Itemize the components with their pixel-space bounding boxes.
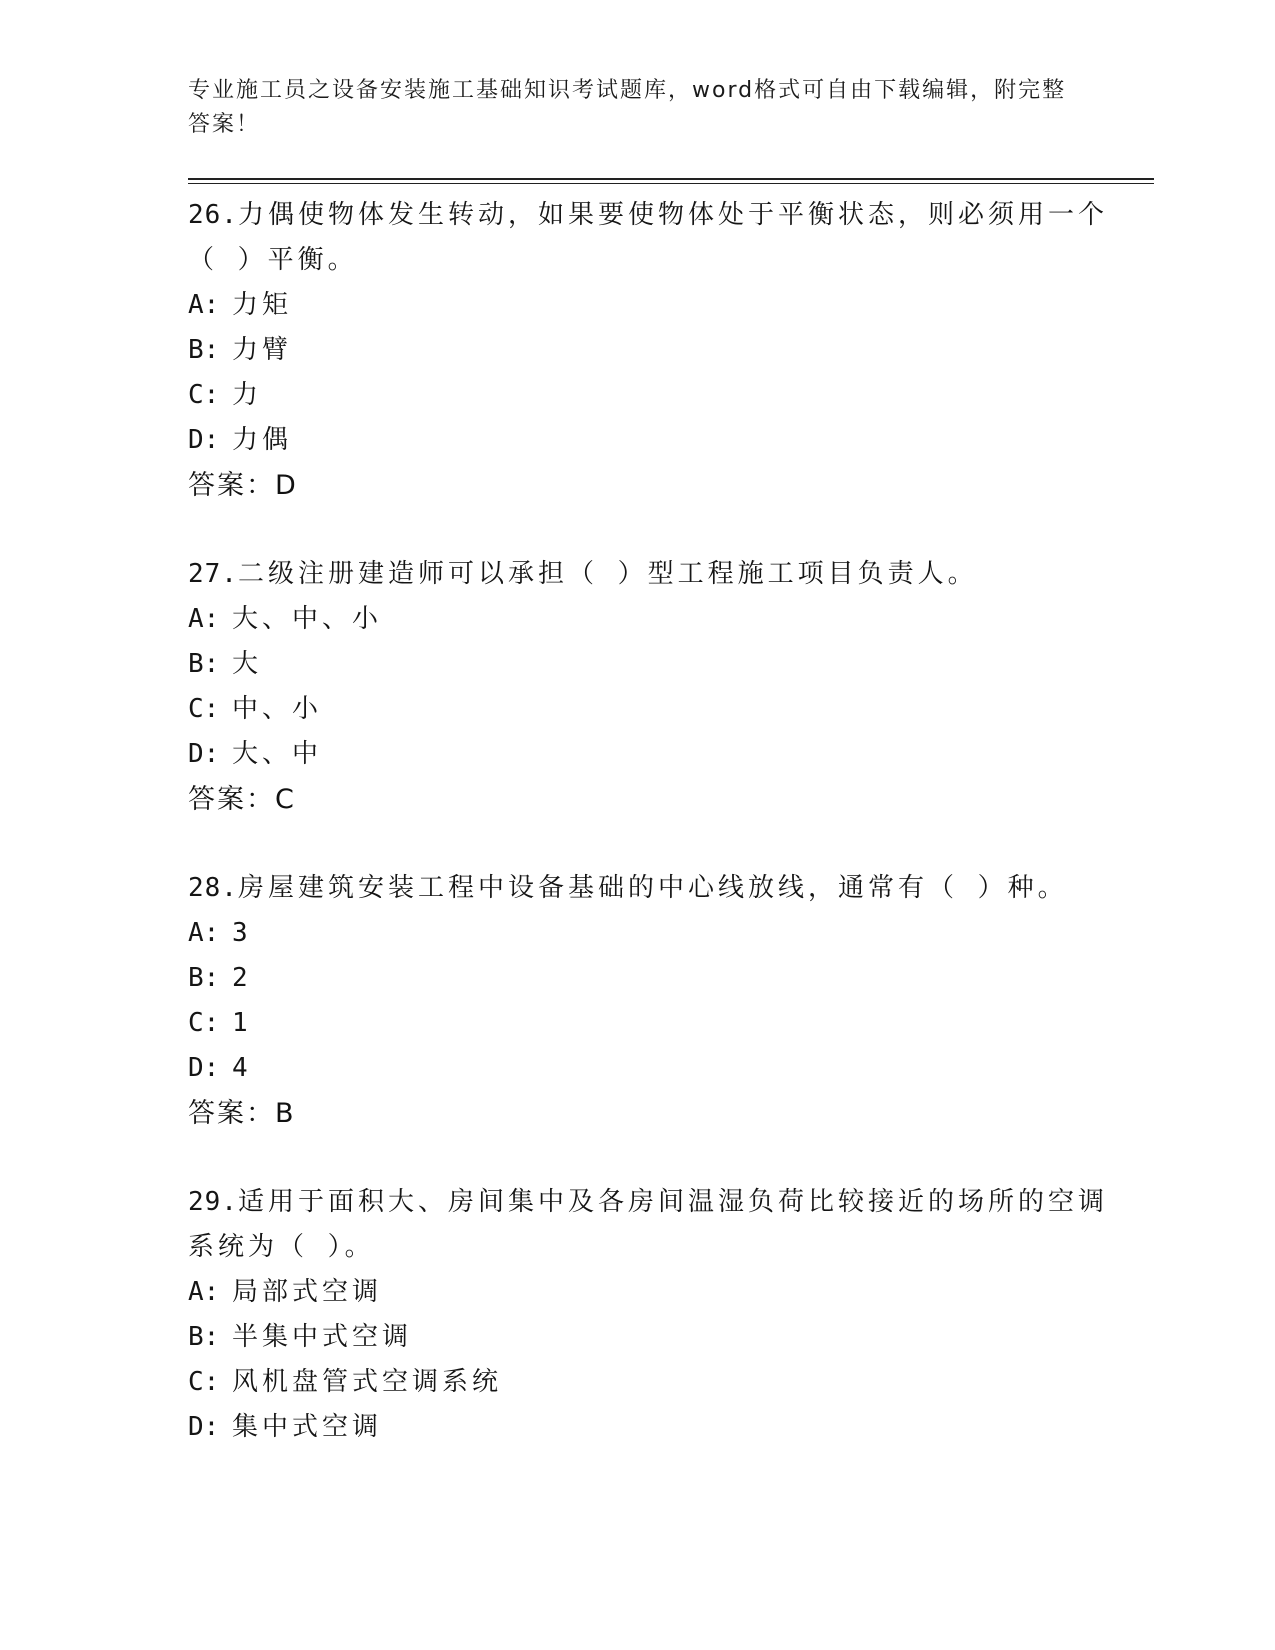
question-26 xyxy=(188,193,1108,508)
question-28 xyxy=(188,866,1108,1136)
option-c xyxy=(188,1001,1108,1046)
option-text: 半集中式空调 xyxy=(232,1322,413,1352)
question-number: 29. xyxy=(188,1187,238,1217)
option-c xyxy=(188,687,1108,732)
option-b xyxy=(188,956,1108,1001)
option-text: 风机盘管式空调系统 xyxy=(232,1367,503,1397)
question-text: 房屋建筑安装工程中设备基础的中心线放线，通常有（ ）种。 xyxy=(237,873,1068,903)
option-letter: D: xyxy=(188,739,220,769)
option-d xyxy=(188,732,1108,777)
option-text: 力 xyxy=(232,380,263,410)
option-letter: D: xyxy=(188,425,220,455)
option-text: 2 xyxy=(232,963,252,993)
option-b xyxy=(188,328,1108,373)
option-d xyxy=(188,1046,1108,1091)
option-text: 大 xyxy=(232,649,263,679)
question-stem xyxy=(188,552,1108,597)
option-letter: C: xyxy=(188,1367,220,1397)
option-text: 力臂 xyxy=(232,335,293,365)
header-divider-thin xyxy=(188,183,1154,184)
header-divider-thick xyxy=(188,178,1154,180)
option-a xyxy=(188,1270,1108,1315)
question-number: 26. xyxy=(188,200,238,230)
question-stem xyxy=(188,866,1108,911)
option-letter: B: xyxy=(188,335,220,365)
option-text: 集中式空调 xyxy=(232,1412,383,1442)
option-letter: A: xyxy=(188,918,220,948)
option-a xyxy=(188,597,1108,642)
option-a xyxy=(188,911,1108,956)
question-text: 力偶使物体发生转动，如果要使物体处于平衡状态，则必须用一个（ ）平衡。 xyxy=(188,200,1108,275)
answer-line: 答案：D xyxy=(188,470,298,501)
option-d xyxy=(188,418,1108,463)
option-letter: D: xyxy=(188,1053,220,1083)
option-a xyxy=(188,283,1108,328)
option-letter: D: xyxy=(188,1412,220,1442)
option-d xyxy=(188,1405,1108,1450)
option-letter: B: xyxy=(188,649,220,679)
question-list xyxy=(188,193,1108,1494)
question-stem xyxy=(188,1180,1108,1270)
option-text: 局部式空调 xyxy=(232,1277,383,1307)
document-header: 专业施工员之设备安装施工基础知识考试题库，word格式可自由下载编辑，附完整答案！ xyxy=(188,78,1067,137)
option-text: 大、中、小 xyxy=(232,604,383,634)
option-letter: A: xyxy=(188,1277,220,1307)
option-letter: A: xyxy=(188,604,220,634)
question-text: 二级注册建造师可以承担（ ）型工程施工项目负责人。 xyxy=(237,559,978,589)
option-letter: C: xyxy=(188,380,220,410)
option-letter: A: xyxy=(188,290,220,320)
option-letter: B: xyxy=(188,1322,220,1352)
option-text: 中、小 xyxy=(232,694,323,724)
option-text: 力偶 xyxy=(232,425,293,455)
option-text: 4 xyxy=(232,1053,252,1083)
option-text: 1 xyxy=(232,1008,252,1038)
question-number: 27. xyxy=(188,559,238,589)
option-text: 大、中 xyxy=(232,739,323,769)
option-b xyxy=(188,642,1108,687)
question-29 xyxy=(188,1180,1108,1450)
option-b xyxy=(188,1315,1108,1360)
answer-line: 答案：C xyxy=(188,784,296,815)
option-letter: C: xyxy=(188,694,220,724)
option-text: 力矩 xyxy=(232,290,293,320)
option-letter: C: xyxy=(188,1008,220,1038)
option-text: 3 xyxy=(232,918,252,948)
option-c xyxy=(188,373,1108,418)
option-letter: B: xyxy=(188,963,220,993)
option-c xyxy=(188,1360,1108,1405)
question-stem xyxy=(188,193,1108,283)
question-text: 适用于面积大、房间集中及各房间温湿负荷比较接近的场所的空调系统为（ ）。 xyxy=(188,1187,1108,1262)
question-27 xyxy=(188,552,1108,822)
question-number: 28. xyxy=(188,873,238,903)
answer-line: 答案：B xyxy=(188,1098,296,1129)
